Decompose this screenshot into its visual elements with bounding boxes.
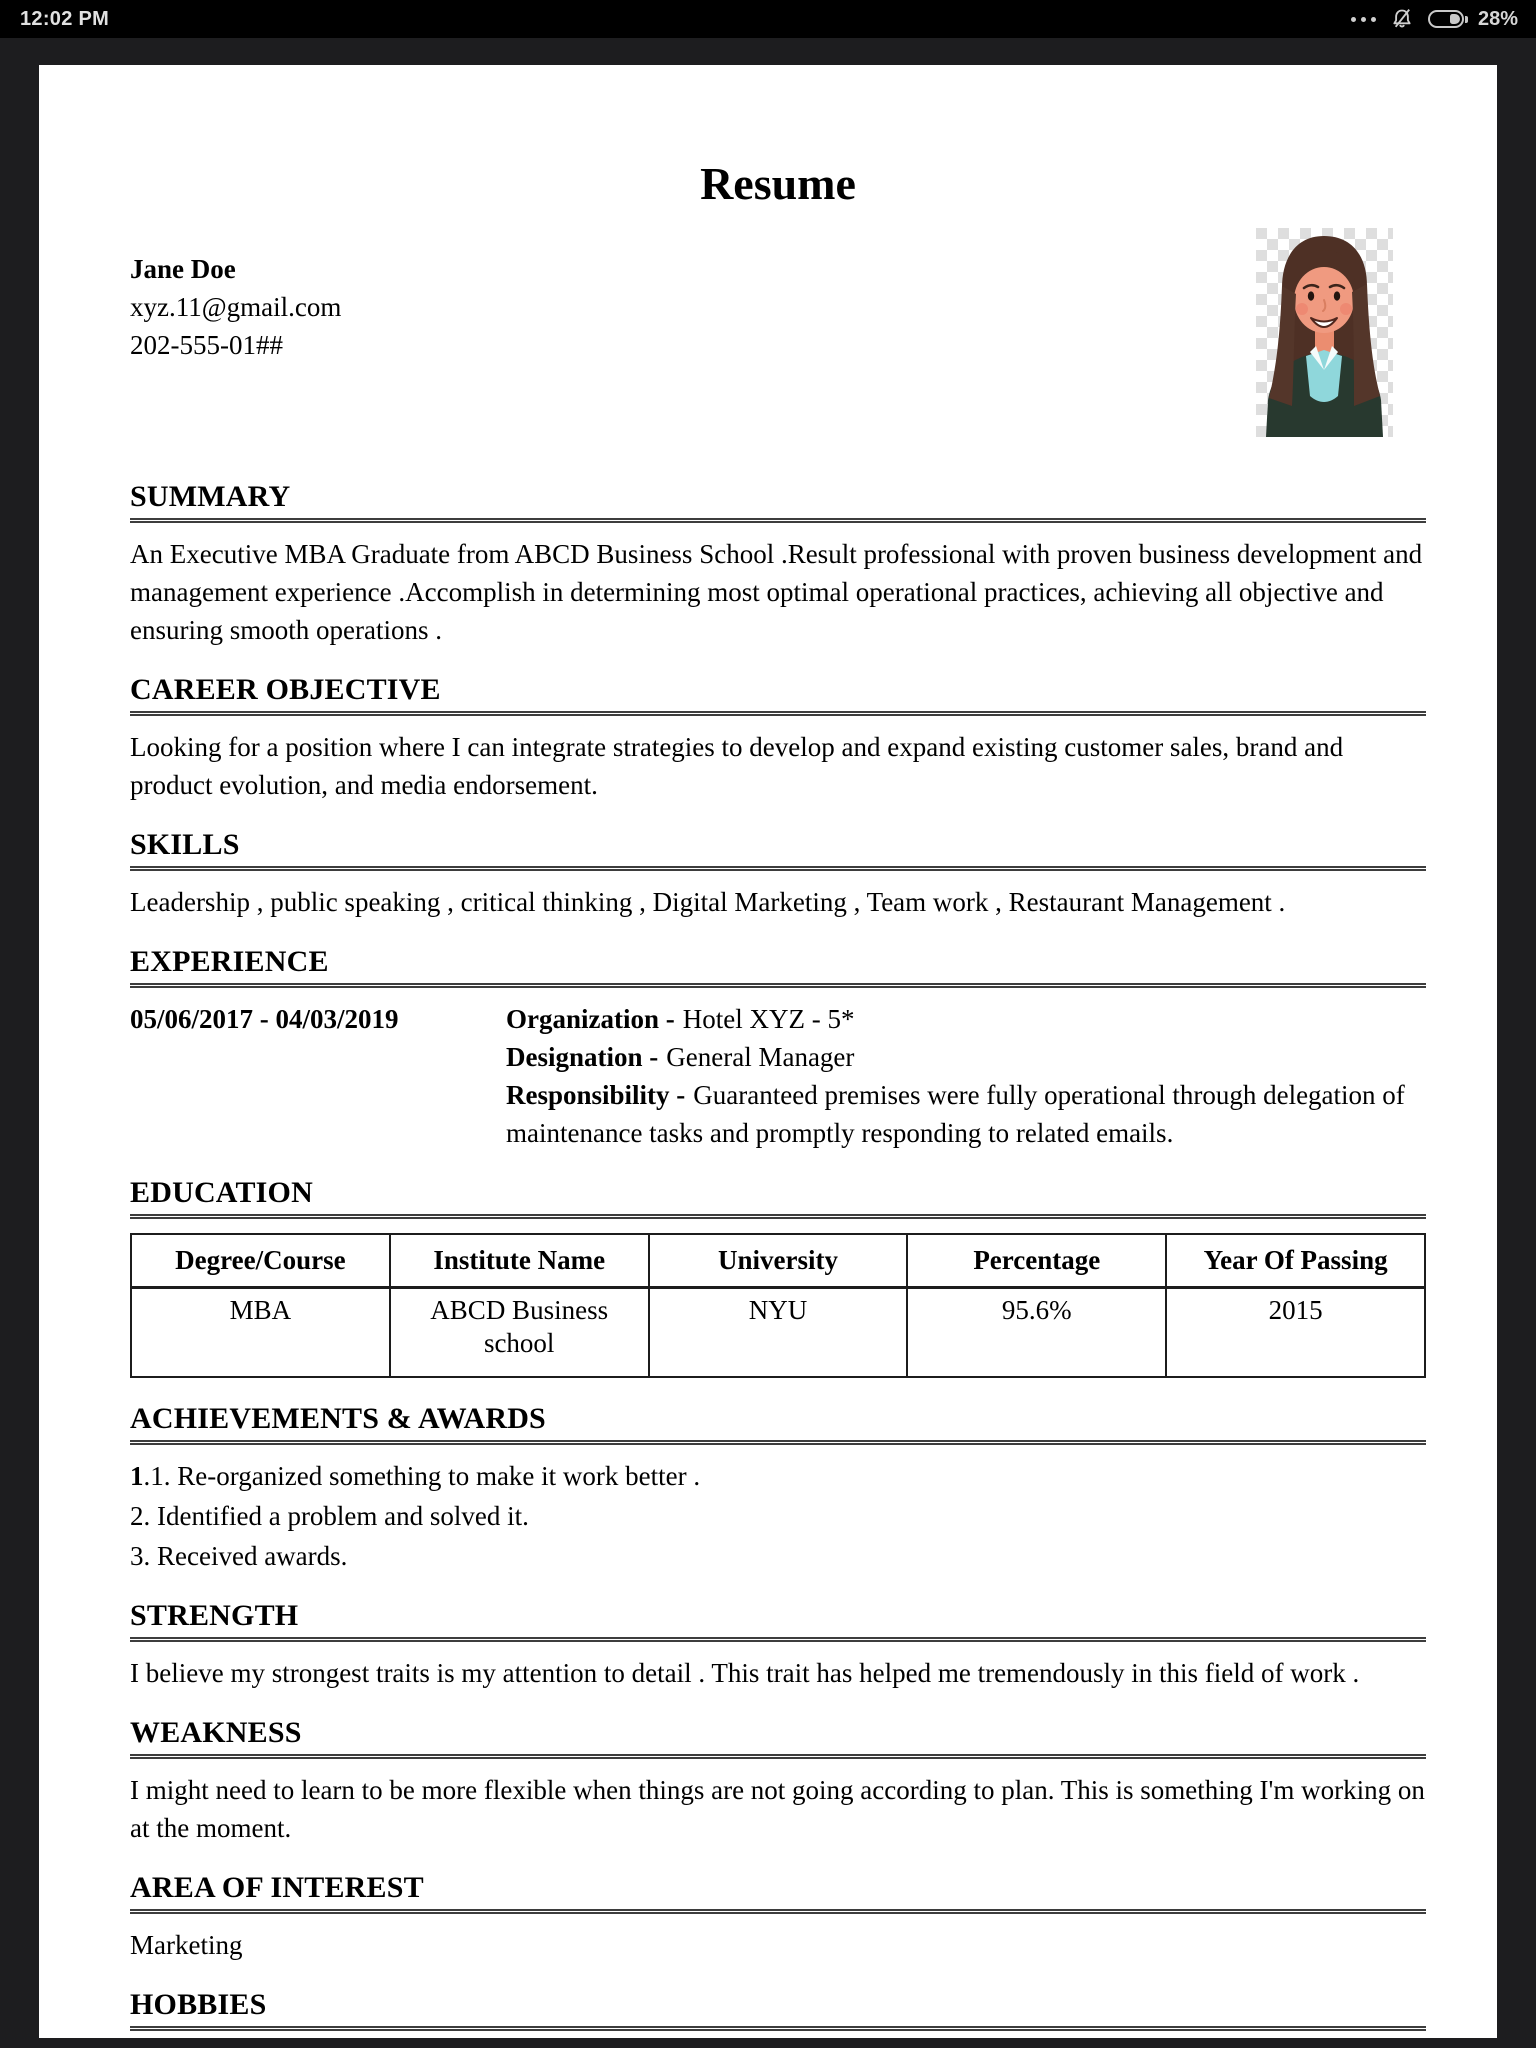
mute-bell-icon (1390, 7, 1414, 31)
weakness-heading: WEAKNESS (130, 1716, 302, 1749)
achievement-item: 1.1. Re-organized something to make it work better . (130, 1461, 701, 1491)
section-hobbies (130, 1988, 1426, 2031)
experience-designation-row: Designation - General Manager (506, 1042, 855, 1072)
achievement-item: 2. Identified a problem and solved it. (130, 1501, 529, 1531)
weakness-text: I might need to learn to be more flexible when things are not going according to plan. This is something I'm working on at the moment. (130, 1775, 1425, 1843)
career-objective-heading: CAREER OBJECTIVE (130, 673, 441, 706)
section-rule (130, 983, 1426, 988)
section-rule (130, 711, 1426, 716)
col-degree-course: Degree/Course (131, 1234, 390, 1288)
section-rule (130, 1637, 1426, 1642)
cell-institute: ABCD Business school (390, 1288, 649, 1378)
profile-photo (1256, 228, 1393, 437)
hobbies-heading: HOBBIES (130, 1988, 267, 2021)
skills-heading: SKILLS (130, 828, 240, 861)
cell-percentage: 95.6% (907, 1288, 1166, 1378)
section-experience (130, 945, 1426, 1152)
notification-overflow-dots-icon (1351, 17, 1376, 22)
contact-email: xyz.11@gmail.com (130, 292, 342, 322)
clock-text: 12:02 PM (20, 7, 110, 30)
contact-phone: 202-555-01## (130, 330, 283, 360)
section-achievements (130, 1402, 1426, 1575)
education-heading: EDUCATION (130, 1176, 313, 1209)
experience-organization-row: Organization - Hotel XYZ - 5* (506, 1004, 855, 1034)
section-rule (130, 866, 1426, 871)
status-bar-right (1351, 7, 1518, 31)
strength-text: I believe my strongest traits is my attention to detail . This trait has helped me tremendously in this field of work . (130, 1658, 1360, 1688)
experience-heading: EXPERIENCE (130, 945, 329, 978)
section-rule (130, 2026, 1426, 2031)
skills-text: Leadership , public speaking , critical thinking , Digital Marketing , Team work , Restaurant Management . (130, 887, 1286, 917)
col-percentage: Percentage (907, 1234, 1166, 1288)
cell-university: NYU (649, 1288, 908, 1378)
experience-entry (130, 1000, 1426, 1152)
education-table-row (131, 1288, 1425, 1378)
section-rule (130, 1440, 1426, 1445)
summary-heading: SUMMARY (130, 480, 291, 513)
section-summary (130, 480, 1426, 649)
battery-percent-text: 28% (1477, 7, 1518, 30)
achievements-list (130, 1457, 1426, 1575)
education-table (130, 1233, 1426, 1378)
section-rule (130, 1214, 1426, 1219)
area-of-interest-heading: AREA OF INTEREST (130, 1871, 424, 1904)
cell-year: 2015 (1166, 1288, 1425, 1378)
career-objective-text: Looking for a position where I can integrate strategies to develop and expand existing customer sales, brand and product evolution, and media endorsement. (130, 732, 1344, 800)
contact-name: Jane Doe (130, 254, 236, 284)
experience-responsibility-row: Responsibility - Guaranteed premises were fully operational through delegation of maintenance tasks and promptly responding to related emails. (506, 1080, 1405, 1148)
col-year-of-passing: Year Of Passing (1166, 1234, 1425, 1288)
achievement-item: 3. Received awards. (130, 1541, 348, 1571)
strength-heading: STRENGTH (130, 1599, 299, 1632)
col-institute-name: Institute Name (390, 1234, 649, 1288)
area-of-interest-text: Marketing (130, 1930, 243, 1960)
experience-date-range: 05/06/2017 - 04/03/2019 (130, 1004, 399, 1034)
section-education (130, 1176, 1426, 1378)
section-rule (130, 1754, 1426, 1759)
section-weakness (130, 1716, 1426, 1847)
achievements-heading: ACHIEVEMENTS & AWARDS (130, 1402, 546, 1435)
section-skills (130, 828, 1426, 921)
col-university: University (649, 1234, 908, 1288)
education-table-header-row (131, 1234, 1425, 1288)
resume-page[interactable] (39, 65, 1497, 2038)
section-career-objective (130, 673, 1426, 804)
document-viewer[interactable] (0, 38, 1536, 2048)
section-rule (130, 1909, 1426, 1914)
section-area-of-interest (130, 1871, 1426, 1964)
section-strength (130, 1599, 1426, 1692)
document-title: Resume (700, 158, 856, 209)
experience-details (506, 1000, 1426, 1152)
cell-degree: MBA (131, 1288, 390, 1378)
battery-icon (1428, 10, 1464, 28)
section-rule (130, 518, 1426, 523)
summary-text: An Executive MBA Graduate from ABCD Business School .Result professional with proven business development and management experience .Accomplish in determining most optimal operational practices, achieving all objective and ensuring smooth operations . (130, 539, 1423, 645)
contact-block (130, 250, 1426, 364)
status-bar[interactable] (0, 0, 1536, 38)
